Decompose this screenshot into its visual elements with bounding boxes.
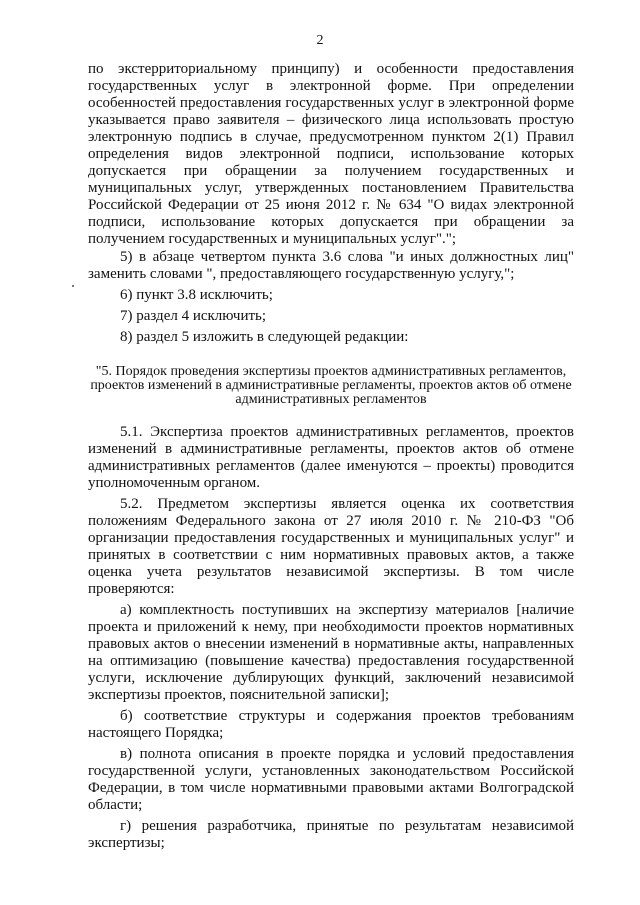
section-heading: "5. Порядок проведения экспертизы проектов административных регламентов, проектов изменений в административные регламенты, проектов актов об отмене административных регламентов (90, 364, 572, 407)
paragraph-item-6: 6) пункт 3.8 исключить; (120, 287, 273, 303)
paragraph-5-1: 5.1. Экспертиза проектов административных регламентов, проектов изменений в административные регламенты, проектов актов об отмене административных регламентов (далее именуются – проекты) проводится уполномоченным органом. (88, 424, 574, 491)
paragraph-item-b: б) соответствие структуры и содержания проектов требованиям настоящего Порядка; (88, 708, 574, 741)
paragraph-5-2: 5.2. Предметом экспертизы является оценка их соответствия положениям Федерального закона от 27 июля 2010 г. № 210-ФЗ "Об организации предоставления государственных и муниципальных услуг" и принятых в соответствии с ним нормативных правовых актов, а также оценка учета результатов независимой экспертизы. В том числе проверяются: (88, 496, 574, 597)
paragraph-item-8: 8) раздел 5 изложить в следующей редакции: (120, 329, 409, 345)
paragraph-item-g: г) решения разработчика, принятые по результатам независимой экспертизы; (88, 818, 574, 851)
paragraph-intro-continuation: по экстерриториальному принципу) и особенности предоставления государственных услуг в электронной форме. При определении особенностей предоставления государственных услуг в электронной форме указывается право заявителя – физического лица использовать простую электронную подпись в случае, предусмотренном пунктом 2(1) Правил определения видов электронной подписи, использование которых допускается при обращении за получением государственных и муниципальных услуг, утвержденных постановлением Правительства Российской Федерации от 25 июня 2012 г. № 634 "О видах электронной подписи, использование которых допускается при обращении за получением государственных и муниципальных услуг"."; (88, 61, 574, 247)
document-body (88, 61, 574, 852)
paragraph-item-a: а) комплектность поступивших на экспертизу материалов [наличие проекта и приложений к нему, при необходимости проектов нормативных правовых актов о внесении изменений в нормативные акты, направленных на оптимизацию (повышение качества) предоставления государственной услуги, исключение дублирующих функций, заключений независимой экспертизы проектов, пояснительной записки]; (88, 602, 574, 703)
paragraph-item-7: 7) раздел 4 исключить; (120, 308, 267, 324)
paragraph-item-v: в) полнота описания в проекте порядка и условий предоставления государственной услуги, установленных законодательством Российской Федерации, в том числе нормативными правовыми актами Волгоградской области; (88, 746, 574, 813)
margin-dot (72, 285, 74, 287)
paragraph-item-5: 5) в абзаце четвертом пункта 3.6 слова "и иных должностных лиц" заменить словами ", предоставляющего государственную услугу,"; (88, 249, 574, 282)
page-number: 2 (316, 33, 324, 48)
